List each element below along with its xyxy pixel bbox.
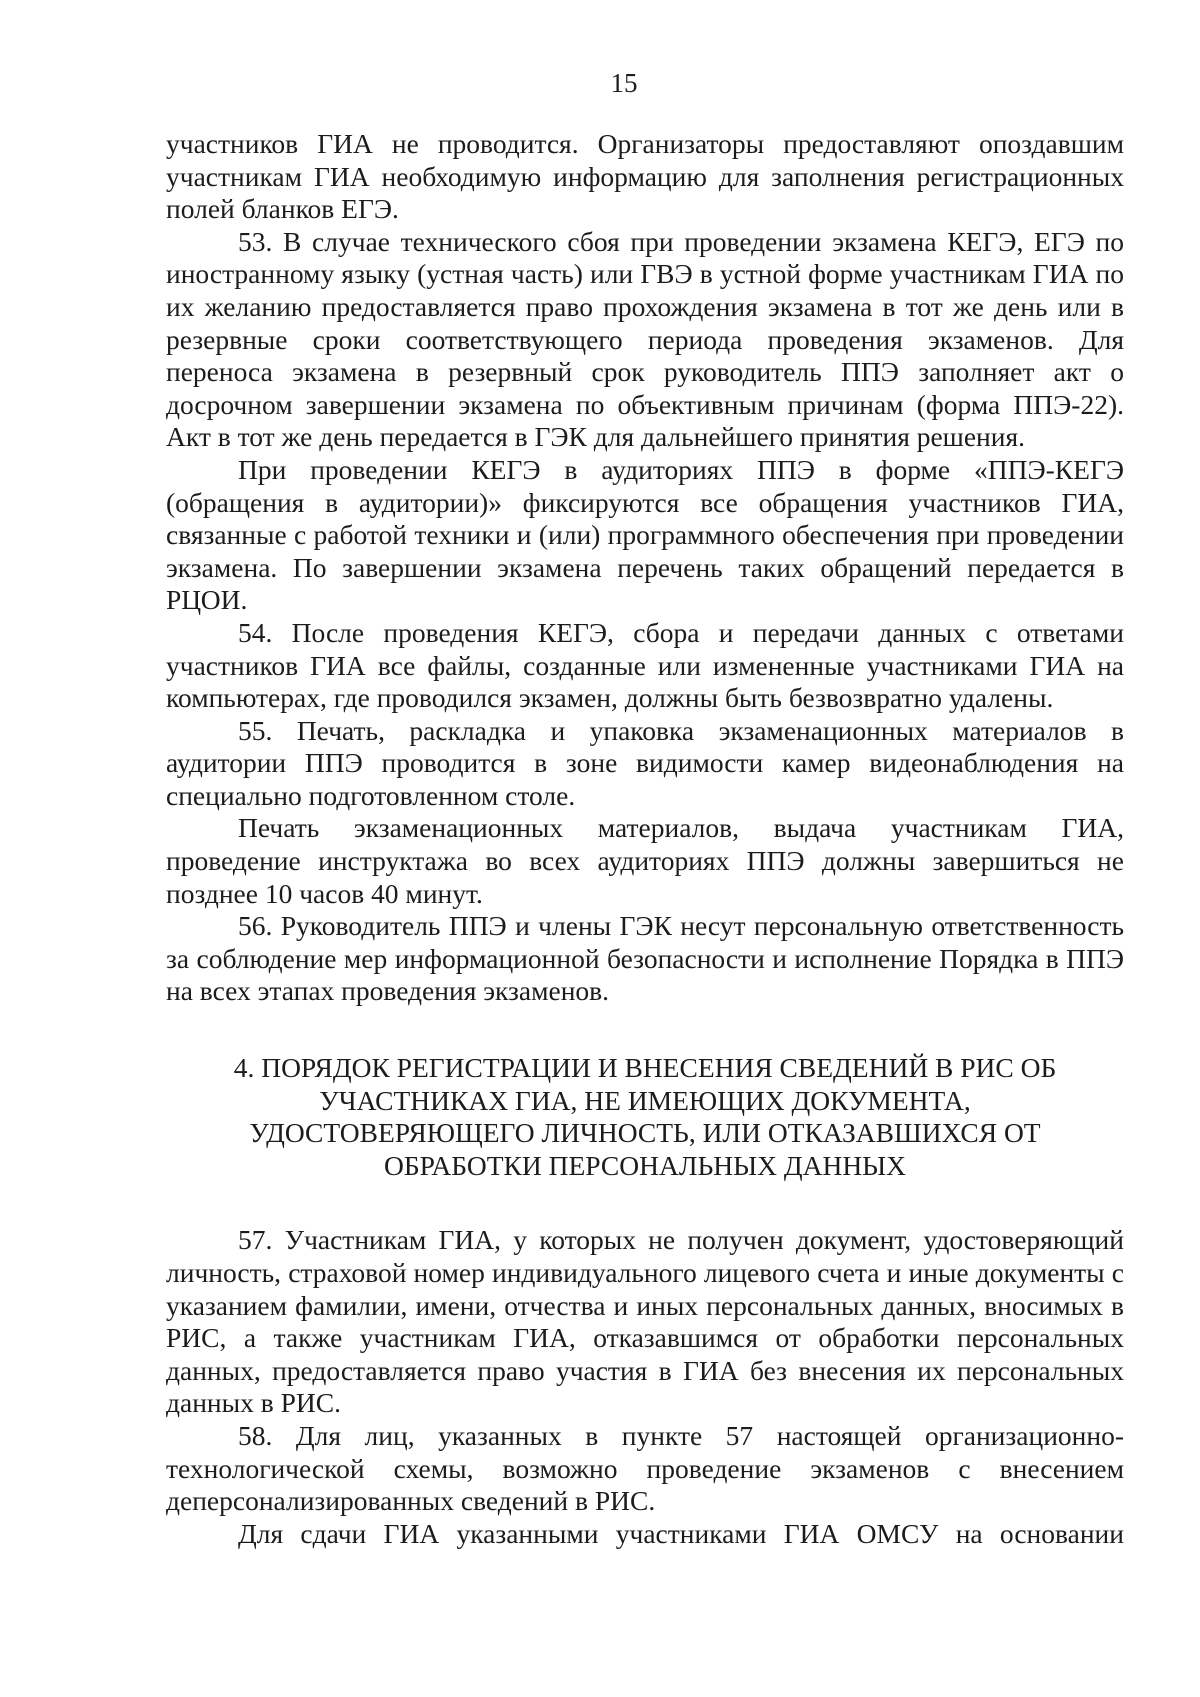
section-heading-line: 4. ПОРЯДОК РЕГИСТРАЦИИ И ВНЕСЕНИЯ СВЕДЕНИЙ В РИС ОБ: [233, 1052, 1057, 1084]
paragraph-56: 56. Руководитель ППЭ и члены ГЭК несут персональную ответственность за соблюдение мер информационной безопасности и исполнение Порядка в ППЭ на всех этапах проведения экзаменов.: [166, 910, 1124, 1007]
section-heading: [166, 1052, 1124, 1182]
paragraph-53: 53. В случае технического сбоя при проведении экзамена КЕГЭ, ЕГЭ по иностранному языку (устная часть) или ГВЭ в устной форме участникам ГИА по их желанию предоставляется право прохождения экзамена в тот же день или в резервные сроки соответствующего периода проведения экзаменов. Для переноса экзамена в резервный срок руководитель ППЭ заполняет акт о досрочном завершении экзамена по объективным причинам (форма ППЭ-22). Акт в тот же день передается в ГЭК для дальнейшего принятия решения.: [166, 225, 1124, 453]
paragraph-57: 57. Участникам ГИА, у которых не получен документ, удостоверяющий личность, страховой номер индивидуального лицевого счета и иные документы с указанием фамилии, имени, отчества и иных персональных данных, вносимых в РИС, а также участникам ГИА, отказавшимся от обработки персональных данных, предоставляется право участия в ГИА без внесения их персональных данных в РИС.: [166, 1224, 1124, 1419]
page-number: 15: [610, 68, 638, 98]
paragraph-54: 54. После проведения КЕГЭ, сбора и передачи данных с ответами участников ГИА все файлы, созданные или измененные участниками ГИА на компьютерах, где проводился экзамен, должны быть безвозвратно удалены.: [166, 616, 1124, 714]
paragraph-55: 55. Печать, раскладка и упаковка экзаменационных материалов в аудитории ППЭ проводится в зоне видимости камер видеонаблюдения на специально подготовленном столе.: [166, 714, 1124, 811]
paragraph-58: 58. Для лиц, указанных в пункте 57 настоящей организационно-технологической схемы, возможно проведение экзаменов с внесением деперсонализированных сведений в РИС.: [166, 1419, 1124, 1517]
paragraph-continuation: участников ГИА не проводится. Организаторы предоставляют опоздавшим участникам ГИА необходимую информацию для заполнения регистрационных полей бланков ЕГЭ.: [166, 128, 1124, 225]
document-body: [166, 128, 1124, 1550]
paragraph-omsu: Для сдачи ГИА указанными участниками ГИА ОМСУ на основании: [238, 1517, 1124, 1549]
section-heading-line: ОБРАБОТКИ ПЕРСОНАЛЬНЫХ ДАННЫХ: [383, 1149, 907, 1181]
section-heading-line: УЧАСТНИКАХ ГИА, НЕ ИМЕЮЩИХ ДОКУМЕНТА,: [319, 1084, 971, 1116]
paragraph-kege-appeals: При проведении КЕГЭ в аудиториях ППЭ в форме «ППЭ-КЕГЭ (обращения в аудитории)» фиксируются все обращения участников ГИА, связанные с работой техники и (или) программного обеспечения при проведении экзамена. По завершении экзамена перечень таких обращений передается в РЦОИ.: [166, 453, 1124, 616]
paragraph-printing-deadline: Печать экзаменационных материалов, выдача участникам ГИА, проведение инструктажа во всех аудиториях ППЭ должны завершиться не позднее 10 часов 40 минут.: [166, 812, 1124, 909]
section-heading-line: УДОСТОВЕРЯЮЩЕГО ЛИЧНОСТЬ, ИЛИ ОТКАЗАВШИХСЯ ОТ: [249, 1117, 1041, 1149]
